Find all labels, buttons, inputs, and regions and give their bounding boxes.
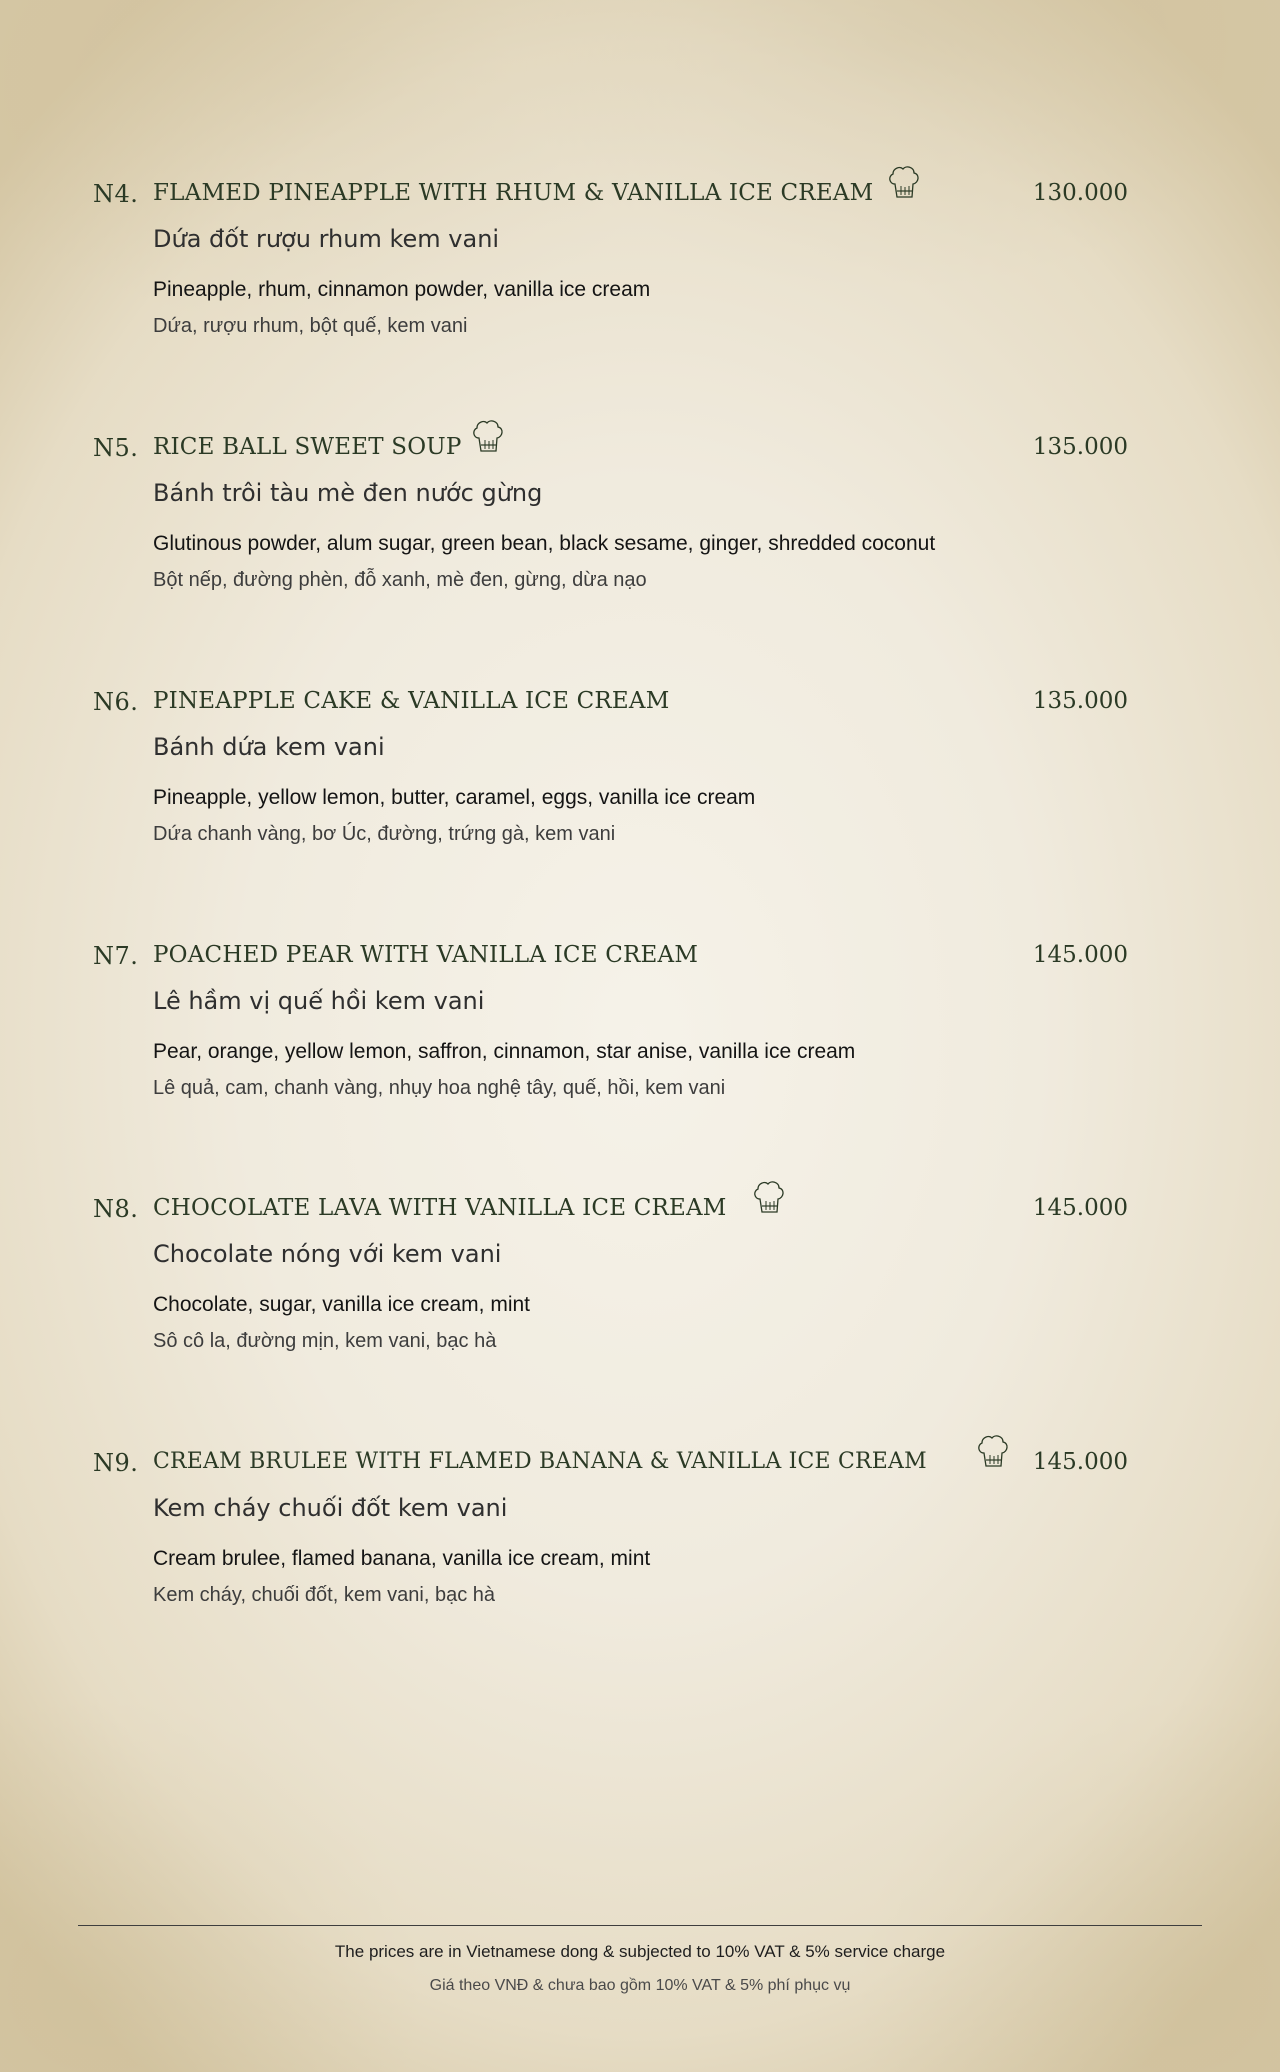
item-number: N7. (93, 942, 139, 970)
footer-note-english: The prices are in Vietnamese dong & subjected to 10% VAT & 5% service charge (334, 1942, 946, 1961)
chef-hat-icon (887, 164, 921, 202)
chef-hat-icon (976, 1433, 1010, 1471)
item-price: 135.000 (1032, 434, 1128, 460)
item-vietnamese-name: Kem cháy chuối đốt kem vani (153, 1494, 508, 1522)
item-vietnamese-name: Lê hầm vị quế hồi kem vani (153, 987, 485, 1015)
item-ingredients-english: Chocolate, sugar, vanilla ice cream, mint (153, 1293, 531, 1316)
item-vietnamese-name: Bánh trôi tàu mè đen nước gừng (153, 479, 543, 507)
item-ingredients-english: Pineapple, rhum, cinnamon powder, vanilla ice cream (153, 278, 651, 301)
menu-item-n6 (0, 688, 1280, 888)
item-ingredients-english: Pineapple, yellow lemon, butter, caramel, eggs, vanilla ice cream (153, 786, 756, 809)
item-number: N6. (93, 688, 139, 716)
item-title: CHOCOLATE LAVA WITH VANILLA ICE CREAM (153, 1195, 727, 1221)
item-price: 145.000 (1032, 1195, 1128, 1221)
menu-item-n5 (0, 434, 1280, 634)
item-ingredients-vietnamese: Sô cô la, đường mịn, kem vani, bạc hà (153, 1330, 497, 1352)
item-ingredients-english: Glutinous powder, alum sugar, green bean, black sesame, ginger, shredded coconut (153, 532, 936, 555)
item-ingredients-vietnamese: Lê quả, cam, chanh vàng, nhụy hoa nghệ tây, quế, hồi, kem vani (153, 1077, 726, 1099)
item-price: 145.000 (1032, 942, 1128, 968)
item-title: FLAMED PINEAPPLE WITH RHUM & VANILLA ICE CREAM (153, 180, 874, 206)
item-vietnamese-name: Chocolate nóng với kem vani (153, 1240, 502, 1268)
item-title: POACHED PEAR WITH VANILLA ICE CREAM (153, 942, 699, 968)
menu-item-n4 (0, 180, 1280, 380)
menu-item-n9 (0, 1449, 1280, 1649)
item-title: CREAM BRULEE WITH FLAMED BANANA & VANILLA ICE CREAM (153, 1449, 927, 1474)
item-number: N4. (93, 180, 139, 208)
chef-hat-icon (471, 418, 505, 456)
item-ingredients-vietnamese: Bột nếp, đường phèn, đỗ xanh, mè đen, gừng, dừa nạo (153, 569, 647, 591)
item-ingredients-vietnamese: Dứa, rượu rhum, bột quế, kem vani (153, 315, 468, 337)
item-ingredients-english: Pear, orange, yellow lemon, saffron, cinnamon, star anise, vanilla ice cream (153, 1040, 856, 1063)
item-ingredients-vietnamese: Kem cháy, chuối đốt, kem vani, bạc hà (153, 1584, 496, 1606)
item-vietnamese-name: Bánh dứa kem vani (153, 733, 385, 761)
item-vietnamese-name: Dứa đốt rượu rhum kem vani (153, 225, 500, 253)
item-number: N9. (93, 1449, 139, 1477)
item-title: PINEAPPLE CAKE & VANILLA ICE CREAM (153, 688, 670, 714)
item-ingredients-english: Cream brulee, flamed banana, vanilla ice cream, mint (153, 1547, 651, 1570)
item-price: 130.000 (1032, 180, 1128, 206)
menu-item-n7 (0, 942, 1280, 1142)
footer-divider (78, 1925, 1202, 1926)
item-price: 135.000 (1032, 688, 1128, 714)
item-title: RICE BALL SWEET SOUP (153, 434, 462, 460)
item-price: 145.000 (1032, 1449, 1128, 1475)
item-ingredients-vietnamese: Dứa chanh vàng, bơ Úc, đường, trứng gà, kem vani (153, 823, 616, 845)
footer-note-vietnamese: Giá theo VNĐ & chưa bao gồm 10% VAT & 5% phí phục vụ (429, 1977, 851, 1994)
chef-hat-icon (752, 1179, 786, 1217)
item-number: N5. (93, 434, 139, 462)
menu-item-n8 (0, 1195, 1280, 1395)
item-number: N8. (93, 1195, 139, 1223)
